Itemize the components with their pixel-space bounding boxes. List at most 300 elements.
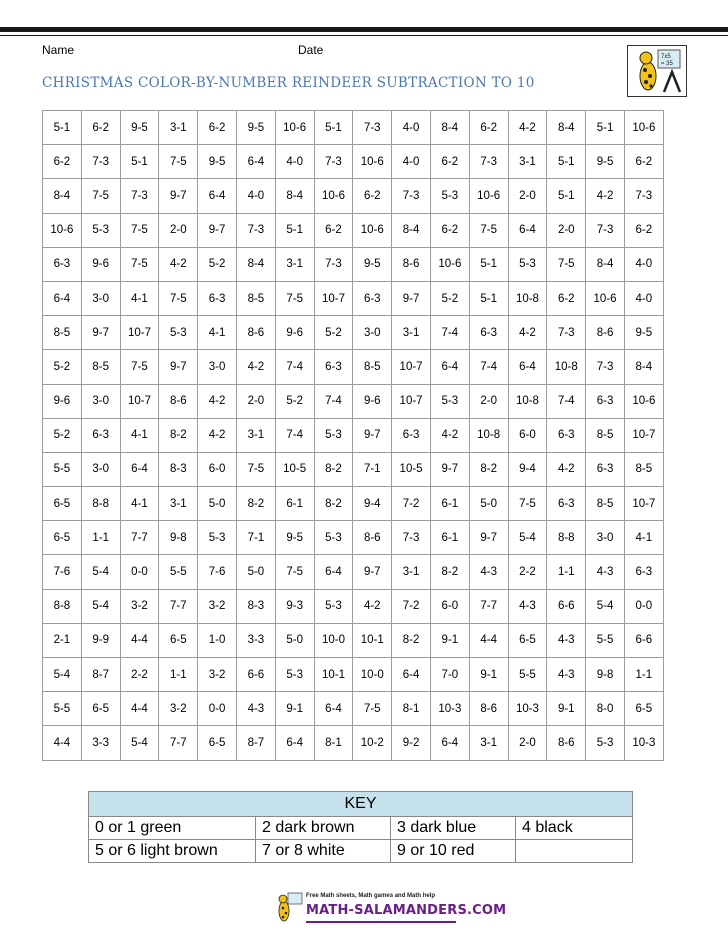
grid-cell: 3-1 [469,726,508,760]
footer-underline [306,921,456,923]
grid-cell: 3-0 [586,521,625,555]
top-rule [0,27,728,32]
grid-cell: 5-3 [314,589,353,623]
grid-cell: 10-3 [624,726,663,760]
grid-cell: 7-1 [353,452,392,486]
grid-row [43,487,664,521]
grid-cell: 7-6 [43,555,82,589]
grid-cell: 8-2 [430,555,469,589]
grid-cell: 5-3 [198,521,237,555]
key-entry: 0 or 1 green [89,817,256,840]
grid-cell: 10-5 [275,452,314,486]
grid-cell: 3-1 [275,247,314,281]
grid-cell: 9-6 [81,247,120,281]
grid-cell: 2-0 [508,726,547,760]
grid-cell: 5-4 [586,589,625,623]
grid-cell: 7-3 [392,179,431,213]
grid-cell: 5-4 [43,658,82,692]
grid-cell: 10-6 [430,247,469,281]
grid-cell: 8-8 [547,521,586,555]
key-row [89,840,633,863]
grid-cell: 6-2 [624,145,663,179]
grid-cell: 9-7 [198,213,237,247]
grid-cell: 7-3 [120,179,159,213]
grid-cell: 4-3 [547,658,586,692]
grid-cell: 7-3 [314,247,353,281]
date-label: Date [298,43,324,57]
grid-cell: 7-5 [353,692,392,726]
grid-cell: 4-3 [508,589,547,623]
grid-cell: 6-4 [236,145,275,179]
grid-cell: 5-1 [586,111,625,145]
grid-cell: 9-1 [430,623,469,657]
grid-cell: 0-0 [198,692,237,726]
grid-cell: 4-0 [236,179,275,213]
grid-cell: 10-8 [469,418,508,452]
grid-cell: 3-1 [392,555,431,589]
key-title: KEY [89,792,633,817]
grid-cell: 10-6 [353,145,392,179]
grid-row [43,726,664,760]
grid-cell: 6-4 [314,692,353,726]
grid-cell: 8-5 [43,316,82,350]
grid-cell: 9-5 [198,145,237,179]
grid-cell: 6-4 [392,658,431,692]
grid-cell: 4-2 [547,452,586,486]
grid-cell: 3-0 [81,281,120,315]
grid-cell: 8-4 [392,213,431,247]
grid-row [43,145,664,179]
grid-cell: 8-4 [236,247,275,281]
grid-cell: 9-5 [120,111,159,145]
grid-row [43,452,664,486]
grid-cell: 6-4 [508,350,547,384]
grid-row [43,316,664,350]
grid-cell: 6-3 [586,384,625,418]
grid-cell: 4-3 [547,623,586,657]
grid-cell: 5-5 [508,658,547,692]
grid-cell: 4-2 [586,179,625,213]
grid-cell: 6-4 [43,281,82,315]
grid-cell: 8-5 [624,452,663,486]
grid-cell: 4-4 [43,726,82,760]
grid-cell: 10-6 [624,111,663,145]
grid-cell: 9-6 [353,384,392,418]
grid-cell: 4-1 [120,418,159,452]
grid-cell: 7-6 [198,555,237,589]
grid-row [43,589,664,623]
grid-cell: 6-1 [430,487,469,521]
grid-cell: 2-2 [508,555,547,589]
grid-cell: 8-5 [81,350,120,384]
grid-cell: 7-0 [430,658,469,692]
grid-row [43,658,664,692]
grid-cell: 8-7 [236,726,275,760]
grid-cell: 7-3 [547,316,586,350]
grid-cell: 1-1 [81,521,120,555]
grid-cell: 5-4 [120,726,159,760]
grid-cell: 2-0 [236,384,275,418]
grid-cell: 6-5 [198,726,237,760]
grid-cell: 4-2 [430,418,469,452]
grid-cell: 1-1 [624,658,663,692]
footer-site-link[interactable]: MATH-SALAMANDERS.COM [306,903,507,918]
grid-cell: 3-3 [81,726,120,760]
grid-cell: 6-2 [353,179,392,213]
grid-cell: 5-2 [430,281,469,315]
grid-cell: 6-3 [547,487,586,521]
grid-cell: 4-2 [508,316,547,350]
key-entry: 3 dark blue [391,817,516,840]
grid-cell: 7-7 [159,589,198,623]
grid-cell: 9-4 [508,452,547,486]
grid-cell: 10-6 [624,384,663,418]
grid-cell: 5-1 [547,179,586,213]
grid-cell: 3-1 [508,145,547,179]
grid-cell: 10-8 [508,384,547,418]
grid-cell: 0-0 [624,589,663,623]
grid-cell: 5-1 [43,111,82,145]
grid-cell: 9-3 [275,589,314,623]
grid-cell: 6-2 [314,213,353,247]
grid-cell: 9-1 [469,658,508,692]
grid-cell: 6-6 [547,589,586,623]
grid-cell: 6-2 [430,145,469,179]
grid-cell: 7-4 [275,418,314,452]
page-title: CHRISTMAS COLOR-BY-NUMBER REINDEER SUBTRACTION TO 10 [42,75,535,91]
grid-cell: 9-7 [353,418,392,452]
grid-cell: 5-3 [314,418,353,452]
grid-cell: 6-2 [624,213,663,247]
grid-cell: 8-6 [353,521,392,555]
grid-cell: 10-0 [314,623,353,657]
grid-cell: 9-6 [43,384,82,418]
puzzle-grid [42,110,664,761]
grid-cell: 4-0 [275,145,314,179]
grid-cell: 7-1 [236,521,275,555]
grid-cell: 3-2 [198,658,237,692]
grid-cell: 10-7 [624,487,663,521]
grid-row [43,384,664,418]
grid-cell: 4-3 [469,555,508,589]
grid-row [43,281,664,315]
grid-cell: 8-5 [236,281,275,315]
grid-cell: 8-8 [43,589,82,623]
grid-cell: 6-4 [314,555,353,589]
grid-cell: 8-2 [392,623,431,657]
grid-row [43,111,664,145]
grid-cell: 7-5 [469,213,508,247]
grid-cell: 7-5 [120,350,159,384]
grid-cell: 10-7 [120,384,159,418]
grid-cell: 7-5 [275,281,314,315]
key-row [89,817,633,840]
grid-cell: 8-6 [547,726,586,760]
grid-cell: 9-7 [430,452,469,486]
key-entry: 9 or 10 red [391,840,516,863]
grid-cell: 6-5 [81,692,120,726]
grid-cell: 7-4 [547,384,586,418]
grid-row [43,623,664,657]
grid-cell: 7-3 [353,111,392,145]
grid-cell: 9-7 [159,350,198,384]
grid-cell: 10-3 [430,692,469,726]
key-entry: 4 black [516,817,633,840]
grid-cell: 6-0 [430,589,469,623]
grid-cell: 5-0 [275,623,314,657]
grid-cell: 10-1 [314,658,353,692]
grid-cell: 6-3 [43,247,82,281]
grid-cell: 7-5 [547,247,586,281]
grid-cell: 8-6 [392,247,431,281]
key-entry: 7 or 8 white [256,840,391,863]
grid-cell: 5-3 [508,247,547,281]
grid-cell: 10-6 [469,179,508,213]
grid-cell: 5-1 [120,145,159,179]
grid-cell: 4-2 [236,350,275,384]
grid-cell: 8-6 [469,692,508,726]
grid-cell: 3-1 [159,111,198,145]
grid-cell: 5-2 [43,418,82,452]
grid-cell: 8-1 [392,692,431,726]
grid-cell: 5-0 [236,555,275,589]
grid-cell: 5-1 [547,145,586,179]
grid-cell: 6-4 [198,179,237,213]
grid-cell: 7-4 [430,316,469,350]
grid-cell: 8-2 [469,452,508,486]
grid-cell: 5-3 [81,213,120,247]
grid-cell: 6-4 [430,350,469,384]
svg-text:= 35: = 35 [661,61,673,67]
color-key [88,791,633,863]
grid-cell: 7-5 [120,213,159,247]
grid-cell: 6-5 [43,487,82,521]
grid-cell: 8-0 [586,692,625,726]
grid-cell: 8-2 [314,452,353,486]
grid-cell: 9-1 [275,692,314,726]
grid-cell: 4-1 [120,281,159,315]
grid-cell: 6-6 [236,658,275,692]
grid-cell: 4-4 [120,623,159,657]
grid-row [43,418,664,452]
grid-row [43,179,664,213]
grid-row [43,555,664,589]
grid-cell: 10-3 [508,692,547,726]
grid-cell: 4-0 [392,145,431,179]
grid-cell: 5-4 [81,589,120,623]
grid-cell: 6-3 [392,418,431,452]
grid-cell: 3-2 [159,692,198,726]
grid-cell: 9-7 [159,179,198,213]
grid-cell: 5-5 [43,692,82,726]
grid-cell: 8-2 [236,487,275,521]
grid-cell: 4-2 [353,589,392,623]
grid-cell: 6-2 [547,281,586,315]
grid-cell: 6-3 [314,350,353,384]
grid-cell: 6-3 [353,281,392,315]
grid-cell: 10-6 [43,213,82,247]
grid-cell: 10-7 [392,350,431,384]
grid-cell: 9-8 [586,658,625,692]
grid-cell: 5-2 [275,384,314,418]
grid-cell: 7-3 [469,145,508,179]
grid-cell: 9-5 [353,247,392,281]
grid-cell: 10-2 [353,726,392,760]
grid-cell: 2-0 [508,179,547,213]
grid-cell: 5-4 [81,555,120,589]
grid-cell: 3-0 [81,452,120,486]
grid-row [43,350,664,384]
grid-cell: 6-1 [430,521,469,555]
footer-salamander-icon [274,891,304,928]
grid-cell: 6-4 [508,213,547,247]
grid-cell: 3-2 [198,589,237,623]
grid-cell: 6-6 [624,623,663,657]
grid-cell: 4-1 [624,521,663,555]
grid-cell: 5-3 [586,726,625,760]
grid-cell: 9-9 [81,623,120,657]
grid-cell: 5-0 [198,487,237,521]
grid-cell: 5-2 [43,350,82,384]
grid-cell: 10-6 [314,179,353,213]
grid-cell: 6-1 [275,487,314,521]
grid-cell: 6-4 [120,452,159,486]
grid-cell: 6-5 [508,623,547,657]
grid-cell: 5-2 [314,316,353,350]
grid-cell: 5-1 [275,213,314,247]
grid-cell: 5-3 [275,658,314,692]
grid-cell: 2-2 [120,658,159,692]
grid-cell: 2-0 [159,213,198,247]
grid-cell: 2-0 [469,384,508,418]
grid-cell: 1-0 [198,623,237,657]
grid-cell: 10-6 [353,213,392,247]
grid-cell: 7-3 [392,521,431,555]
grid-cell: 8-8 [81,487,120,521]
grid-cell: 5-3 [430,384,469,418]
grid-cell: 8-4 [430,111,469,145]
key-entry: 5 or 6 light brown [89,840,256,863]
grid-cell: 7-3 [81,145,120,179]
grid-cell: 4-3 [586,555,625,589]
grid-cell: 8-4 [586,247,625,281]
grid-cell: 3-1 [159,487,198,521]
grid-cell: 10-1 [353,623,392,657]
grid-cell: 6-5 [159,623,198,657]
grid-cell: 7-3 [236,213,275,247]
grid-cell: 6-5 [624,692,663,726]
grid-cell: 8-4 [43,179,82,213]
grid-cell: 4-1 [198,316,237,350]
grid-cell: 5-5 [43,452,82,486]
grid-cell: 4-0 [624,247,663,281]
grid-cell: 7-5 [508,487,547,521]
grid-cell: 8-2 [159,418,198,452]
grid-cell: 6-2 [469,111,508,145]
grid-cell: 7-5 [236,452,275,486]
grid-cell: 5-4 [508,521,547,555]
grid-cell: 6-2 [430,213,469,247]
grid-cell: 7-3 [314,145,353,179]
grid-cell: 6-3 [624,555,663,589]
grid-cell: 3-1 [392,316,431,350]
grid-cell: 3-3 [236,623,275,657]
svg-text:7x5: 7x5 [661,54,671,60]
name-label: Name [42,43,75,57]
grid-cell: 9-4 [353,487,392,521]
grid-cell: 5-0 [469,487,508,521]
key-entry: 2 dark brown [256,817,391,840]
grid-cell: 9-7 [469,521,508,555]
grid-cell: 3-0 [198,350,237,384]
grid-cell: 9-2 [392,726,431,760]
grid-cell: 7-5 [275,555,314,589]
grid-row [43,521,664,555]
grid-cell: 9-5 [275,521,314,555]
grid-cell: 4-3 [236,692,275,726]
grid-cell: 7-5 [120,247,159,281]
grid-cell: 10-7 [120,316,159,350]
grid-cell: 8-6 [236,316,275,350]
grid-cell: 5-1 [469,281,508,315]
grid-cell: 7-4 [314,384,353,418]
grid-cell: 8-5 [353,350,392,384]
grid-cell: 4-0 [624,281,663,315]
grid-cell: 8-3 [236,589,275,623]
grid-cell: 7-3 [586,213,625,247]
grid-cell: 6-3 [198,281,237,315]
grid-cell: 6-4 [275,726,314,760]
grid-cell: 9-7 [81,316,120,350]
grid-cell: 5-3 [159,316,198,350]
grid-cell: 7-3 [586,350,625,384]
grid-cell: 1-1 [547,555,586,589]
grid-cell: 6-0 [198,452,237,486]
grid-cell: 0-0 [120,555,159,589]
grid-cell: 8-5 [586,487,625,521]
grid-cell: 6-3 [547,418,586,452]
grid-cell: 6-5 [43,521,82,555]
grid-cell: 4-4 [120,692,159,726]
grid-cell: 4-0 [392,111,431,145]
grid-cell: 7-3 [624,179,663,213]
grid-cell: 6-3 [81,418,120,452]
grid-cell: 1-1 [159,658,198,692]
grid-cell: 8-4 [275,179,314,213]
grid-cell: 5-1 [314,111,353,145]
grid-cell: 6-3 [469,316,508,350]
grid-cell: 2-0 [547,213,586,247]
grid-cell: 10-8 [547,350,586,384]
grid-cell: 10-7 [392,384,431,418]
grid-cell: 6-2 [43,145,82,179]
grid-cell: 2-1 [43,623,82,657]
grid-cell: 4-2 [198,418,237,452]
grid-cell: 9-6 [275,316,314,350]
grid-cell: 9-5 [624,316,663,350]
grid-cell: 5-3 [430,179,469,213]
grid-cell: 10-6 [275,111,314,145]
grid-cell: 7-2 [392,589,431,623]
grid-cell: 8-6 [159,384,198,418]
grid-cell: 8-6 [586,316,625,350]
grid-cell: 8-7 [81,658,120,692]
grid-cell: 5-5 [159,555,198,589]
grid-cell: 9-8 [159,521,198,555]
grid-cell: 7-5 [81,179,120,213]
grid-cell: 6-4 [430,726,469,760]
grid-cell: 7-4 [469,350,508,384]
